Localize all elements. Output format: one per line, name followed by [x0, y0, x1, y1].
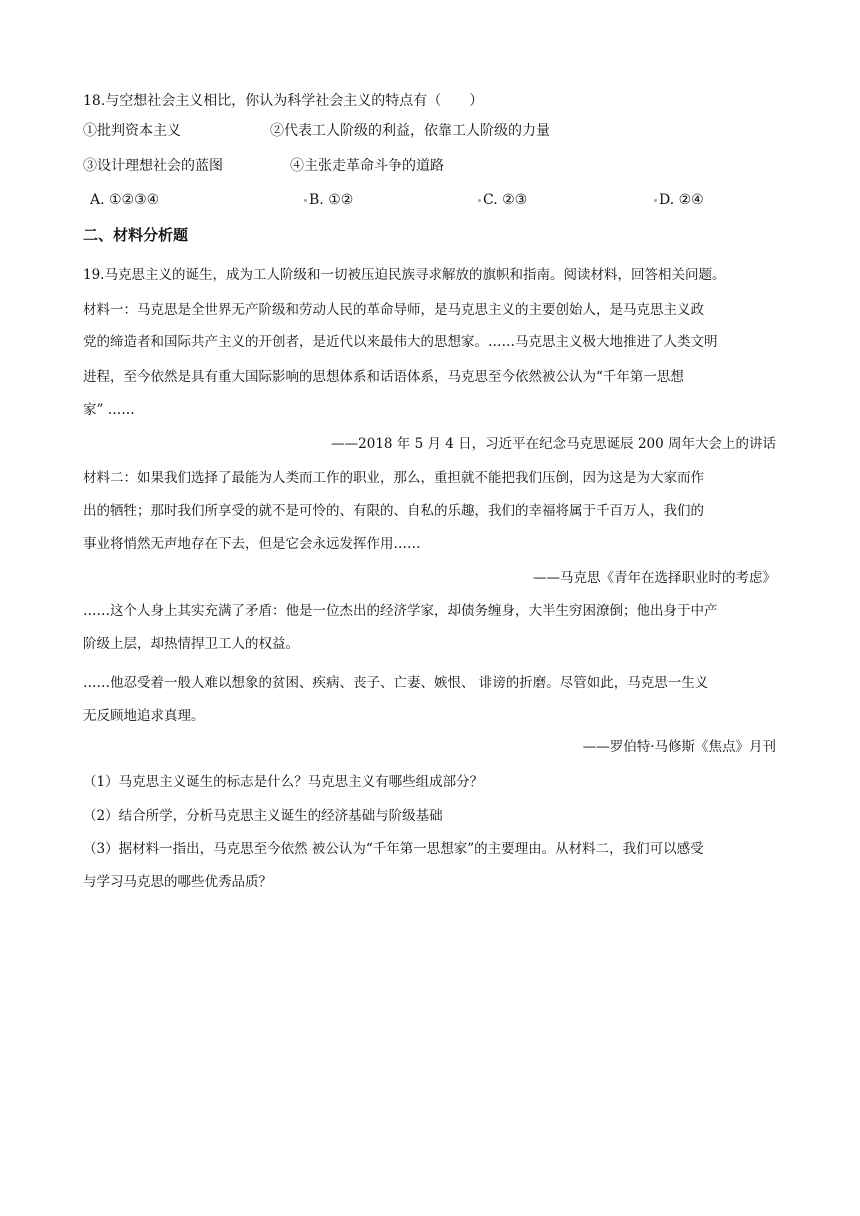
- choice-a-label: A. ①②③④: [90, 192, 160, 208]
- material-1-source: ——2018 年 5 月 4 日，习近平在纪念马克思诞辰 200 周年大会上的讲话: [331, 436, 776, 452]
- material-1-line-1: 材料一：马克思是全世界无产阶级和劳动人民的革命导师，是马克思主义的主要创始人，是马克思主义政: [83, 302, 704, 318]
- statement-4: ④主张走革命斗争的道路: [290, 158, 444, 174]
- sub-question-1: （1）马克思主义诞生的标志是什么？马克思主义有哪些组成部分？: [83, 774, 484, 790]
- material-1-line-3: 进程，至今依然是具有重大国际影响的思想体系和话语体系，马克思至今依然被公认为“千年第一思想: [83, 369, 684, 385]
- choice-d[interactable]: [654, 190, 704, 210]
- choice-b[interactable]: [304, 190, 353, 210]
- choice-c[interactable]: [478, 190, 527, 210]
- sub-question-2: （2）结合所学，分析马克思主义诞生的经济基础与阶级基础: [83, 808, 443, 824]
- material-3-source: ——罗伯特·马修斯《焦点》月刊: [582, 739, 776, 755]
- choice-marker-icon: [478, 199, 481, 202]
- statement-3: ③设计理想社会的蓝图: [83, 158, 223, 174]
- material-3-line-1: ……这个人身上其实充满了矛盾：他是一位杰出的经济学家，却债务缠身，大半生穷困潦倒；他出身于中产: [83, 603, 718, 619]
- choice-marker-icon: [654, 199, 657, 202]
- choice-d-label: D. ②④: [659, 192, 704, 208]
- choice-b-label: B. ①②: [309, 192, 354, 208]
- material-2-line-3: 事业将悄然无声地存在下去，但是它会永远发挥作用……: [83, 536, 421, 552]
- choice-marker-icon: [304, 199, 307, 202]
- material-2-line-1: 材料二：如果我们选择了最能为人类而工作的职业，那么，重担就不能把我们压倒，因为这是为大家而作: [83, 470, 704, 486]
- question-18-stem: 18.与空想社会主义相比，你认为科学社会主义的特点有（ ）: [83, 93, 484, 109]
- material-3-line-2: 阶级上层，却热情捍卫工人的权益。: [83, 636, 299, 652]
- material-1-line-4: 家” ……: [83, 402, 135, 418]
- choice-c-label: C. ②③: [483, 192, 528, 208]
- statement-1: ①批判资本主义: [83, 123, 181, 139]
- section-2-title: 二、材料分析题: [83, 226, 189, 244]
- question-19-intro: 19.马克思主义的诞生，成为工人阶级和一切被压迫民族寻求解放的旗帜和指南。阅读材料，回答相关问题。: [83, 267, 726, 283]
- material-2-source: ——马克思《青年在选择职业时的考虑》: [533, 570, 776, 586]
- material-3-line-3: ……他忍受着一般人难以想象的贫困、疾病、丧子、亡妻、嫉恨、 诽谤的折磨。尽管如此，马克思一生义: [83, 675, 709, 691]
- question-18-statements-row-2: [83, 156, 783, 180]
- question-18-choices: [90, 190, 790, 214]
- statement-2: ②代表工人阶级的利益，依靠工人阶级的力量: [270, 123, 550, 139]
- sub-question-3-line-2: 与学习马克思的哪些优秀品质？: [83, 874, 272, 890]
- choice-a[interactable]: [90, 190, 159, 210]
- material-2-line-2: 出的牺牲；那时我们所享受的就不是可怜的、有限的、自私的乐趣，我们的幸福将属于千百万人，我们的: [83, 503, 704, 519]
- sub-question-3-line-1: （3）据材料一指出，马克思至今依然 被公认为“千年第一思想家”的主要理由。从材料二，我们可以感受: [83, 841, 704, 857]
- question-18-statements-row-1: [83, 121, 783, 145]
- material-3-line-4: 无反顾地追求真理。: [83, 708, 205, 724]
- material-1-line-2: 党的缔造者和国际共产主义的开创者，是近代以来最伟大的思想家。……马克思主义极大地推进了人类文明: [83, 334, 718, 350]
